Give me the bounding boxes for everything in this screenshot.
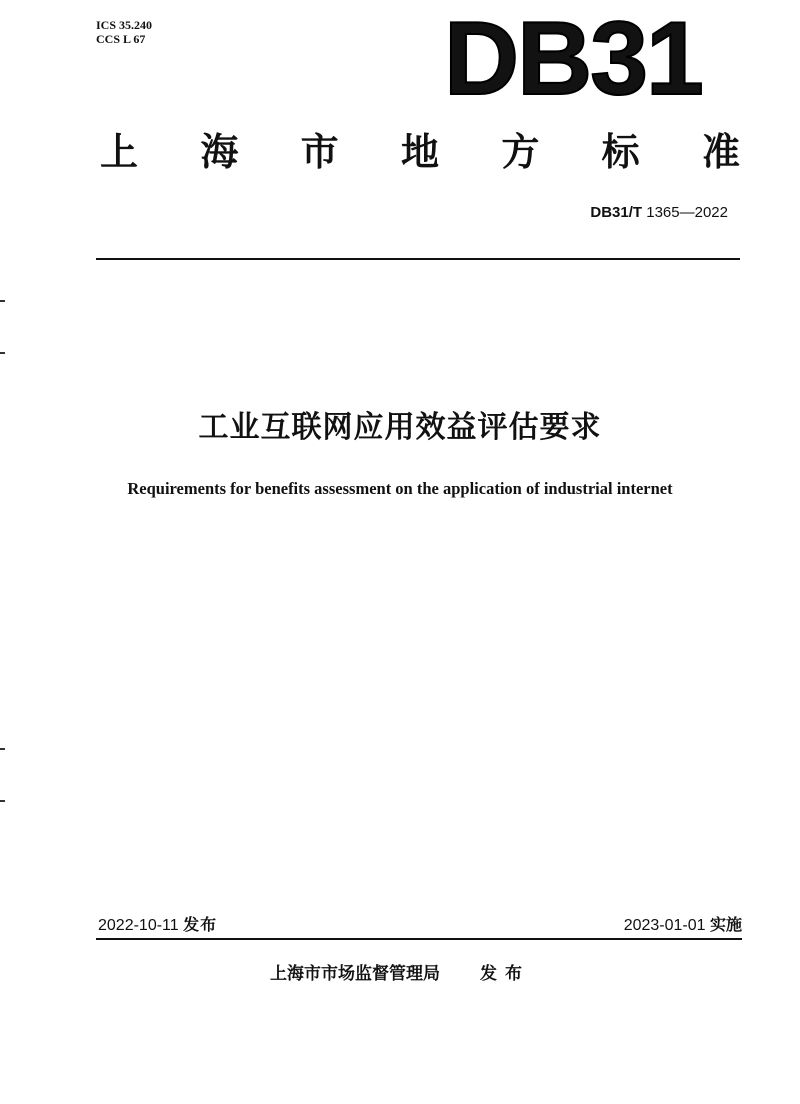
document-title-english: Requirements for benefits assessment on the application of industrial internet [127, 479, 673, 498]
standard-category-char: 地 [400, 130, 439, 174]
scan-speck [0, 352, 5, 354]
scan-speck [0, 800, 5, 802]
standard-number-prefix: DB31/T [590, 204, 643, 221]
standard-category-char: 标 [601, 130, 640, 174]
ics-code: ICS 35.240 [96, 18, 153, 32]
issuing-authority-line [0, 962, 800, 986]
db31-logo [444, 1, 744, 117]
header-divider [96, 258, 740, 260]
ccs-code: CCS L 67 [96, 32, 146, 46]
scan-speck [0, 300, 5, 302]
document-title-chinese: 工业互联网应用效益评估要求 [198, 410, 602, 445]
issue-date: 2022-10-11 [98, 917, 179, 934]
standard-category-title [100, 128, 740, 176]
implementation-date: 2023-01-01 [623, 917, 706, 934]
standard-category-char: 市 [300, 130, 339, 174]
scan-speck [0, 748, 5, 750]
classification-codes [96, 18, 152, 46]
issue-label: 发布 [183, 915, 218, 934]
issue-date-line [98, 914, 217, 937]
standard-category-char: 上 [100, 130, 139, 174]
standard-number [590, 203, 728, 223]
standard-category-char: 准 [701, 130, 740, 174]
standard-category-char: 方 [501, 130, 540, 174]
db31-logo-text: DB31 [444, 1, 702, 117]
standard-number-value: 1365—2022 [646, 204, 728, 221]
issuing-authority: 上海市市场监督管理局 [270, 964, 440, 984]
standard-category-char: 海 [200, 130, 239, 174]
footer-divider [96, 938, 742, 940]
issuing-action: 发布 [480, 964, 530, 984]
implementation-date-line [624, 914, 742, 937]
implementation-label: 实施 [709, 915, 742, 934]
